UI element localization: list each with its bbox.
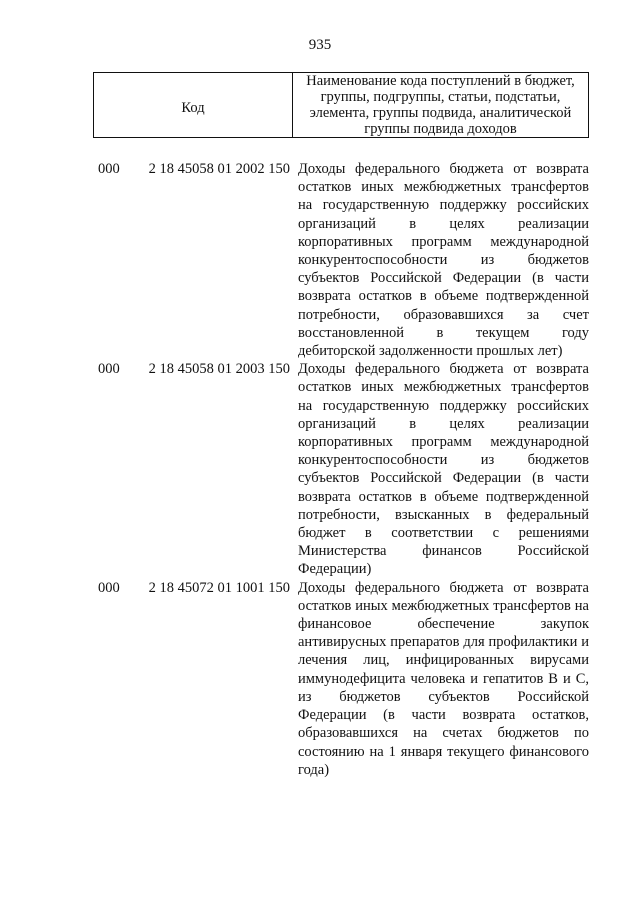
- description-line: конкурентоспособности из бюджетов: [298, 252, 589, 269]
- description-line: на государственную поддержку российских: [298, 197, 589, 214]
- description-line: из бюджетов субъектов Российской: [298, 688, 589, 705]
- description-line: восстановленной в текущем году: [298, 324, 589, 341]
- description-line: конкурентоспособности из бюджетов: [298, 452, 589, 469]
- header-name-column: [293, 73, 588, 137]
- income-entry: [0, 360, 640, 578]
- description-line: организаций в целях реализации: [298, 415, 589, 432]
- header-name-line: Наименование кода поступлений в бюджет,: [306, 73, 575, 89]
- description-line: организаций в целях реализации: [298, 215, 589, 232]
- description-line: возврата остатков в объеме подтвержденной: [298, 488, 589, 505]
- description-line: остатков иных межбюджетных трансфертов: [298, 179, 589, 196]
- description-line: состоянию на 1 января текущего финансового: [298, 743, 589, 760]
- income-code: 2 18 45072 01 1001 150: [148, 579, 290, 596]
- description-line: образовавшихся на счетах бюджетов по: [298, 725, 589, 742]
- description-line: субъектов Российской Федерации (в части: [298, 270, 589, 287]
- description-line: потребности, образовавшихся за счет: [298, 306, 589, 323]
- description-line: возврата остатков в объеме подтвержденной: [298, 288, 589, 305]
- entry-code: [98, 360, 290, 378]
- income-entry: [0, 160, 640, 360]
- income-entries-list: [0, 160, 640, 779]
- header-name-line: группы, подгруппы, статьи, подстатьи,: [320, 89, 561, 105]
- description-line: Доходы федерального бюджета от возврата: [298, 161, 589, 177]
- description-line: Доходы федерального бюджета от возврата: [298, 361, 589, 378]
- description-line: бюджет в соответствии с решениями: [298, 525, 589, 542]
- description-line: Федерации): [298, 561, 372, 578]
- entry-description: [298, 579, 589, 779]
- header-code-column: Код: [94, 73, 293, 137]
- entry-code: [98, 579, 290, 597]
- description-line: иммунодефицита человека и гепатитов В и С,: [298, 670, 589, 687]
- description-line: остатков иных межбюджетных трансфертов: [298, 379, 589, 396]
- header-name-line: группы подвида доходов: [364, 121, 517, 137]
- description-line: Федерации (в части возврата остатков,: [298, 707, 589, 724]
- description-line: антивирусных препаратов для профилактики и: [298, 634, 589, 651]
- income-entry: [0, 579, 640, 779]
- admin-code: 000: [98, 361, 120, 378]
- description-line: финансовое обеспечение закупок: [298, 616, 589, 633]
- description-line: года): [298, 761, 330, 778]
- entry-code: [98, 160, 290, 178]
- description-line: остатков иных межбюджетных трансфертов на: [298, 597, 589, 614]
- admin-code: 000: [98, 161, 120, 177]
- description-line: Министерства финансов Российской: [298, 543, 589, 560]
- description-line: на государственную поддержку российских: [298, 397, 589, 414]
- entry-description: [298, 160, 589, 360]
- description-line: корпоративных программ международной: [298, 434, 589, 451]
- description-line: дебиторской задолженности прошлых лет): [298, 343, 563, 360]
- page-number: 935: [308, 37, 332, 53]
- description-line: субъектов Российской Федерации (в части: [298, 470, 589, 487]
- admin-code: 000: [98, 579, 120, 596]
- description-line: корпоративных программ международной: [298, 233, 589, 250]
- header-name-line: элемента, группы подвида, аналитической: [309, 105, 572, 121]
- table-header: [93, 72, 589, 138]
- description-line: лечения лиц, инфицированных вирусами: [298, 652, 589, 669]
- description-line: потребности, взысканных в федеральный: [298, 506, 589, 523]
- entry-description: [298, 360, 589, 578]
- income-code: 2 18 45058 01 2003 150: [148, 361, 290, 378]
- description-line: Доходы федерального бюджета от возврата: [298, 579, 589, 596]
- income-code: 2 18 45058 01 2002 150: [148, 161, 290, 177]
